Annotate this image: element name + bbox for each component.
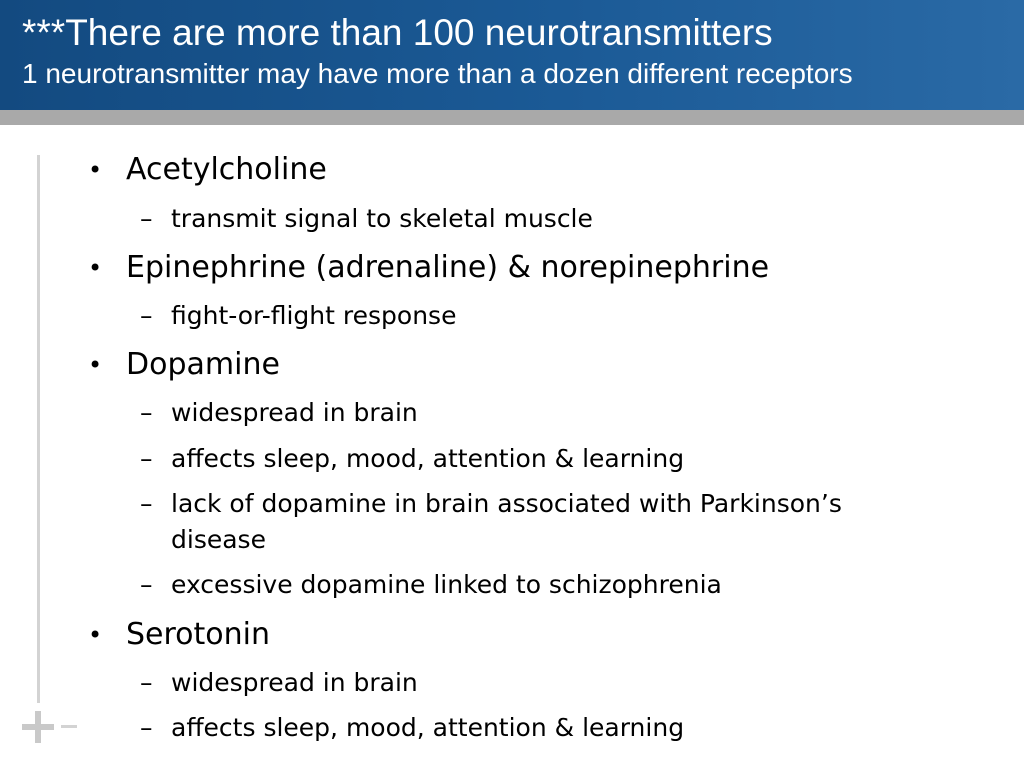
dash-icon: –: [140, 668, 153, 697]
dash-icon: –: [140, 398, 153, 427]
sub-bullet-item: affects sleep, mood, attention & learning: [171, 713, 685, 742]
slide-subtitle: 1 neurotransmitter may have more than a dozen different receptors: [22, 58, 853, 89]
dash-icon: –: [140, 713, 153, 742]
bullet-icon: •: [88, 621, 103, 649]
sub-bullet-item: transmit signal to skeletal muscle: [171, 204, 593, 233]
sub-bullet-item: lack of dopamine in brain associated with Parkinson’s: [171, 489, 842, 518]
bullet-icon: •: [88, 156, 103, 184]
bullet-item: Acetylcholine: [126, 152, 327, 187]
sub-bullet-continuation: disease: [171, 525, 266, 554]
bullet-item: Epinephrine (adrenaline) & norepinephrine: [126, 250, 770, 285]
bullet-item: Dopamine: [126, 347, 280, 382]
bullet-item: Serotonin: [126, 617, 271, 652]
sub-bullet-item: affects sleep, mood, attention & learning: [171, 444, 685, 473]
sub-bullet-item: widespread in brain: [171, 398, 418, 427]
dash-icon: –: [140, 570, 153, 599]
dash-icon: –: [140, 204, 153, 233]
slide-title: ***There are more than 100 neurotransmitters: [22, 12, 773, 53]
dash-icon: –: [140, 301, 153, 330]
bullet-icon: •: [88, 351, 103, 379]
dash-icon: –: [140, 489, 153, 518]
dash-icon: –: [140, 444, 153, 473]
sub-bullet-item: widespread in brain: [171, 668, 418, 697]
bullet-icon: •: [88, 254, 103, 282]
sub-bullet-item: excessive dopamine linked to schizophrenia: [171, 570, 722, 599]
sub-bullet-item: fight-or-flight response: [171, 301, 457, 330]
